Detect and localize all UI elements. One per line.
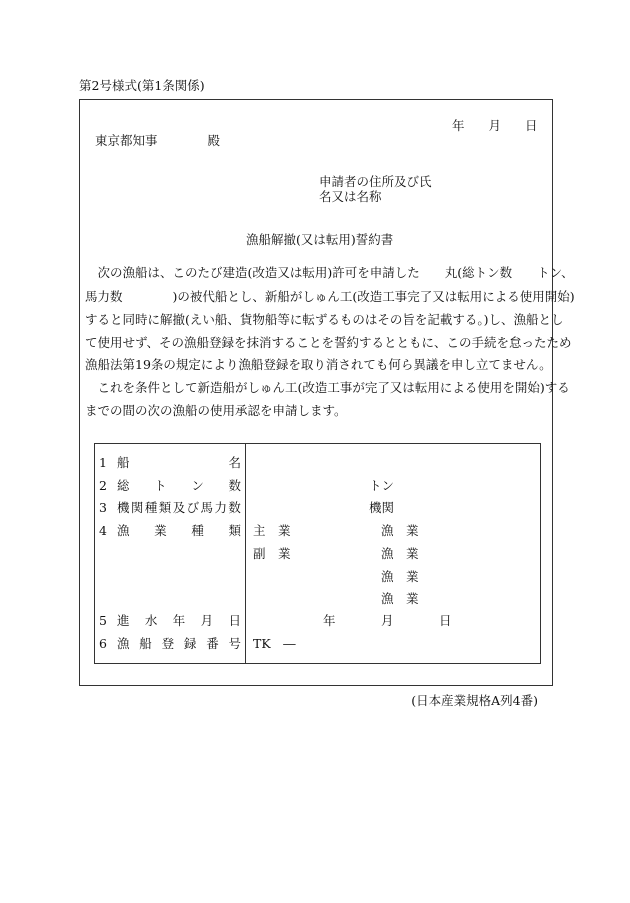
addressee: 東京都知事 殿: [95, 133, 221, 148]
label-char: 種: [144, 500, 158, 515]
row-label-text: [117, 480, 241, 493]
row-number: 6: [99, 636, 107, 651]
table-divider: [245, 443, 246, 664]
label-char: 類: [228, 523, 241, 538]
engine-unit: 機関: [369, 500, 395, 515]
label-char: 月: [200, 613, 214, 628]
date-month-label: 月: [488, 118, 502, 133]
row-label-text: [117, 638, 241, 651]
table-row-label: [99, 615, 241, 628]
launch-month-label: 月: [381, 613, 394, 628]
label-char: 船: [139, 636, 152, 651]
label-char: 機: [117, 500, 130, 515]
fishery-label: 漁 業: [381, 591, 419, 606]
label-char: 関: [130, 500, 144, 515]
document-title: 漁船解撤(又は転用)誓約書: [246, 232, 394, 247]
body-line: 次の漁船は、このたび建造(改造又は転用)許可を申請した 丸(総トン数 トン、: [85, 265, 574, 280]
registration-prefix: TK ―: [253, 636, 296, 651]
fishery-label: 漁 業: [381, 523, 419, 538]
label-char: 録: [183, 636, 197, 651]
sub-fishery-label: 副 業: [253, 546, 291, 561]
label-char: 名: [228, 455, 241, 470]
label-char: 船: [117, 455, 130, 470]
label-char: 及: [172, 500, 186, 515]
label-char: 水: [144, 613, 158, 628]
label-char: 数: [228, 478, 241, 493]
row-number: 5: [99, 613, 107, 628]
label-char: ト: [154, 478, 167, 493]
table-row-label: [99, 638, 241, 651]
label-char: 馬: [200, 500, 214, 515]
row-label-text: [117, 615, 241, 628]
row-label-text: [117, 525, 241, 538]
row-label-text: [117, 457, 241, 470]
label-char: 漁: [117, 523, 130, 538]
ton-unit: トン: [369, 478, 395, 493]
row-number: 2: [99, 478, 107, 493]
label-char: 進: [117, 613, 130, 628]
applicant-label: 申請者の住所及び氏名又は名称: [319, 174, 432, 204]
label-char: 力: [214, 500, 227, 515]
label-char: 号: [228, 636, 241, 651]
row-number: 3: [99, 500, 107, 515]
label-char: び: [186, 500, 200, 515]
main-fishery-label: 主 業: [253, 523, 291, 538]
table-row-label: [99, 457, 241, 470]
body-line: 馬力数 )の被代船とし、新船がしゅん工(改造工事完了又は転用による使用開始): [85, 289, 575, 304]
row-number: 4: [99, 523, 107, 538]
body-line: 漁船法第19条の規定により漁船登録を取り消されても何ら異議を申し立てません。: [85, 357, 552, 372]
footer-note: (日本産業規格A列4番): [411, 693, 538, 708]
body-line: すると同時に解撤(えい船、貨物船等に転ずるものはその旨を記載する。)し、漁船とし: [85, 312, 564, 327]
table-row-label: [99, 502, 241, 515]
row-number: 1: [99, 455, 107, 470]
label-char: 登: [161, 636, 175, 651]
body-line: て使用せず、その漁船登録を抹消することを誓約するとともに、この手続を怠ったため: [85, 335, 572, 350]
label-char: 番: [206, 636, 219, 651]
label-char: 類: [158, 500, 172, 515]
body-line: までの間の次の漁船の使用承認を申請します。: [85, 403, 347, 418]
label-char: 業: [154, 523, 167, 538]
fishery-label: 漁 業: [381, 569, 419, 584]
date-day-label: 日: [525, 118, 538, 133]
label-char: 種: [191, 523, 204, 538]
table-row-label: [99, 480, 241, 493]
label-char: ン: [191, 478, 204, 493]
label-char: 年: [172, 613, 186, 628]
label-char: 総: [117, 478, 130, 493]
body-line: これを条件として新造船がしゅん工(改造工事が完了又は転用による使用を開始)する: [85, 380, 570, 395]
label-char: 数: [228, 500, 241, 515]
fishery-label: 漁 業: [381, 546, 419, 561]
label-char: 日: [228, 613, 241, 628]
launch-year-label: 年: [323, 613, 336, 628]
vessel-table: [94, 443, 541, 664]
date-line: [452, 120, 538, 133]
form-title: 第2号様式(第1条関係): [79, 78, 205, 93]
date-year-label: 年: [452, 118, 465, 133]
label-char: 漁: [117, 636, 130, 651]
row-label-text: [117, 502, 241, 515]
table-row-label: [99, 525, 241, 538]
launch-day-label: 日: [439, 613, 452, 628]
